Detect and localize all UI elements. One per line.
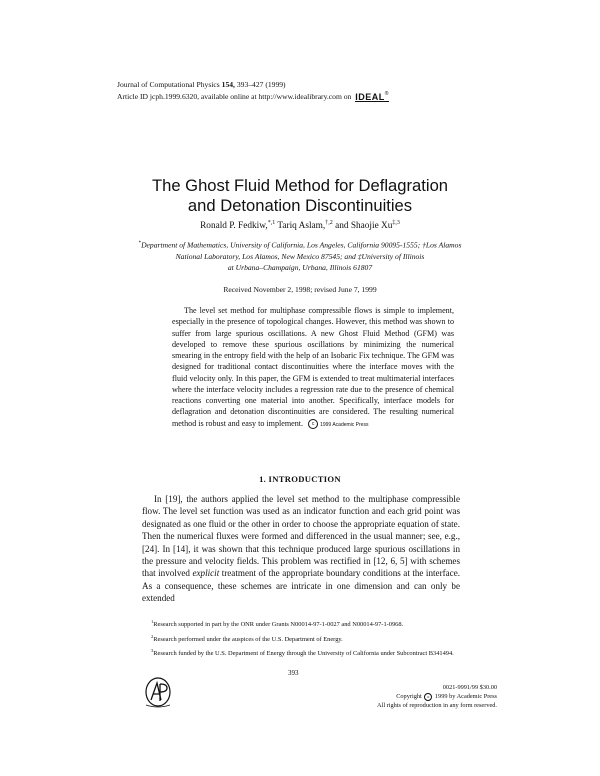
affiliation-line: at Urbana–Champaign, Urbana, Illinois 61807 [227,263,373,273]
footnote: $^2$Research performed under the auspices of the U.S. Department of Energy. [151,633,343,643]
footnote: $^1$Research supported in part by the ONR under Grants N00014-97-1-0027 and N00014-97-1-0968. [151,619,404,629]
section-heading: 1. INTRODUCTION [259,474,341,484]
publisher-copyright: Copyright c 1999 by Academic Press [396,693,497,700]
title-line-1: The Ghost Fluid Method for Deflagration [151,176,449,195]
abstract-copyright: 1999 Academic Press [320,421,369,428]
emphasis-explicit: explicit [192,568,220,579]
author-name: and Shaojie Xu [332,221,393,232]
paper-title [60,176,540,216]
author-list [60,220,540,231]
affiliations [125,238,475,273]
author-mark: ‡,3 [392,220,400,226]
page-number: 393 [288,669,299,677]
ideal-logo: IDEAL® [355,91,389,102]
academic-press-logo-icon [143,675,173,709]
journal-header [117,80,389,102]
author-mark: *,1 [267,220,276,226]
rights-line: All rights of reproduction in any form reserved. [377,702,497,709]
journal-citation [117,80,389,90]
affiliation-line: National Laboratory, Los Alamos, New Mexico 87545; and ‡University of Illinois [175,251,425,261]
abstract-text: The level set method for multiphase compressible flows is simple to implement, especially in the presence of topological changes. However, this method was shown to suffer from large spurious oscillations. A new Ghost Fluid Method (GFM) was developed to remove these spurious oscillations by minimizing the numerical smearing in the entropy field with the help of an Isobaric Fix technique. The GFM was designed for traditional contact discontinuities where the interface moves with the fluid velocity only. In this paper, the GFM is extended to treat multimaterial interfaces where the interface velocity includes a regression rate due to the presence of chemical reactions converting one material into another. Specifically, interface models for deflagration and detonation discontinuities are considered. The resulting numerical method is robust and easy to implement. [172,306,454,428]
publisher-block [350,683,497,710]
affiliation-mark: * [138,241,142,246]
issn-line: 0021-9991/99 $30.00 [442,684,497,691]
article-id-line [117,90,389,102]
author-name: Tariq Aslam, [275,221,326,232]
title-line-2: and Detonation Discontinuities [187,196,413,215]
author-mark: †,2 [325,220,333,226]
footnote: $^3$Research funded by the U.S. Department of Energy through the University of California under Subcontract B341494. [151,648,454,658]
received-dates: Received November 2, 1998; revised June 7, 1999 [223,285,377,294]
intro-paragraph: In [19], the authors applied the level set method to the multiphase compressible flow. The level set function was used as an indicator function and each grid point was designated as one fluid or the other in order to choose the appropriate equation of state. Then the numerical fluxes were formed and differenced in the usual manner; see, e.g., [24]. In [14], it was shown that this technique produced large spurious oscillations in the pressure and velocity fields. This problem was rectified in [12, 6, 5] with schemes that involved explicit treatment of the appropriate boundary conditions at the interface. As a consequence, these schemes are intricate in one dimension and can only be extended [142,494,461,604]
author-name: Ronald P. Fedkiw, [200,221,268,232]
copyright-icon: c [308,419,318,429]
footnotes [142,616,460,660]
journal-volume: 154, [221,80,235,89]
copyright-icon: c [424,693,432,701]
article-id: Article ID jcph.1999.6320, available online at http://www.idealibrary.com on [117,92,352,101]
intro-body [142,493,460,605]
journal-name: Journal of Computational Physics [117,80,220,89]
affiliation-line: Department of Mathematics, University of California, Los Angeles, California 90095-1555; †Los Alamos [141,240,462,250]
journal-pages: 393–427 (1999) [236,80,286,89]
abstract [172,305,454,431]
